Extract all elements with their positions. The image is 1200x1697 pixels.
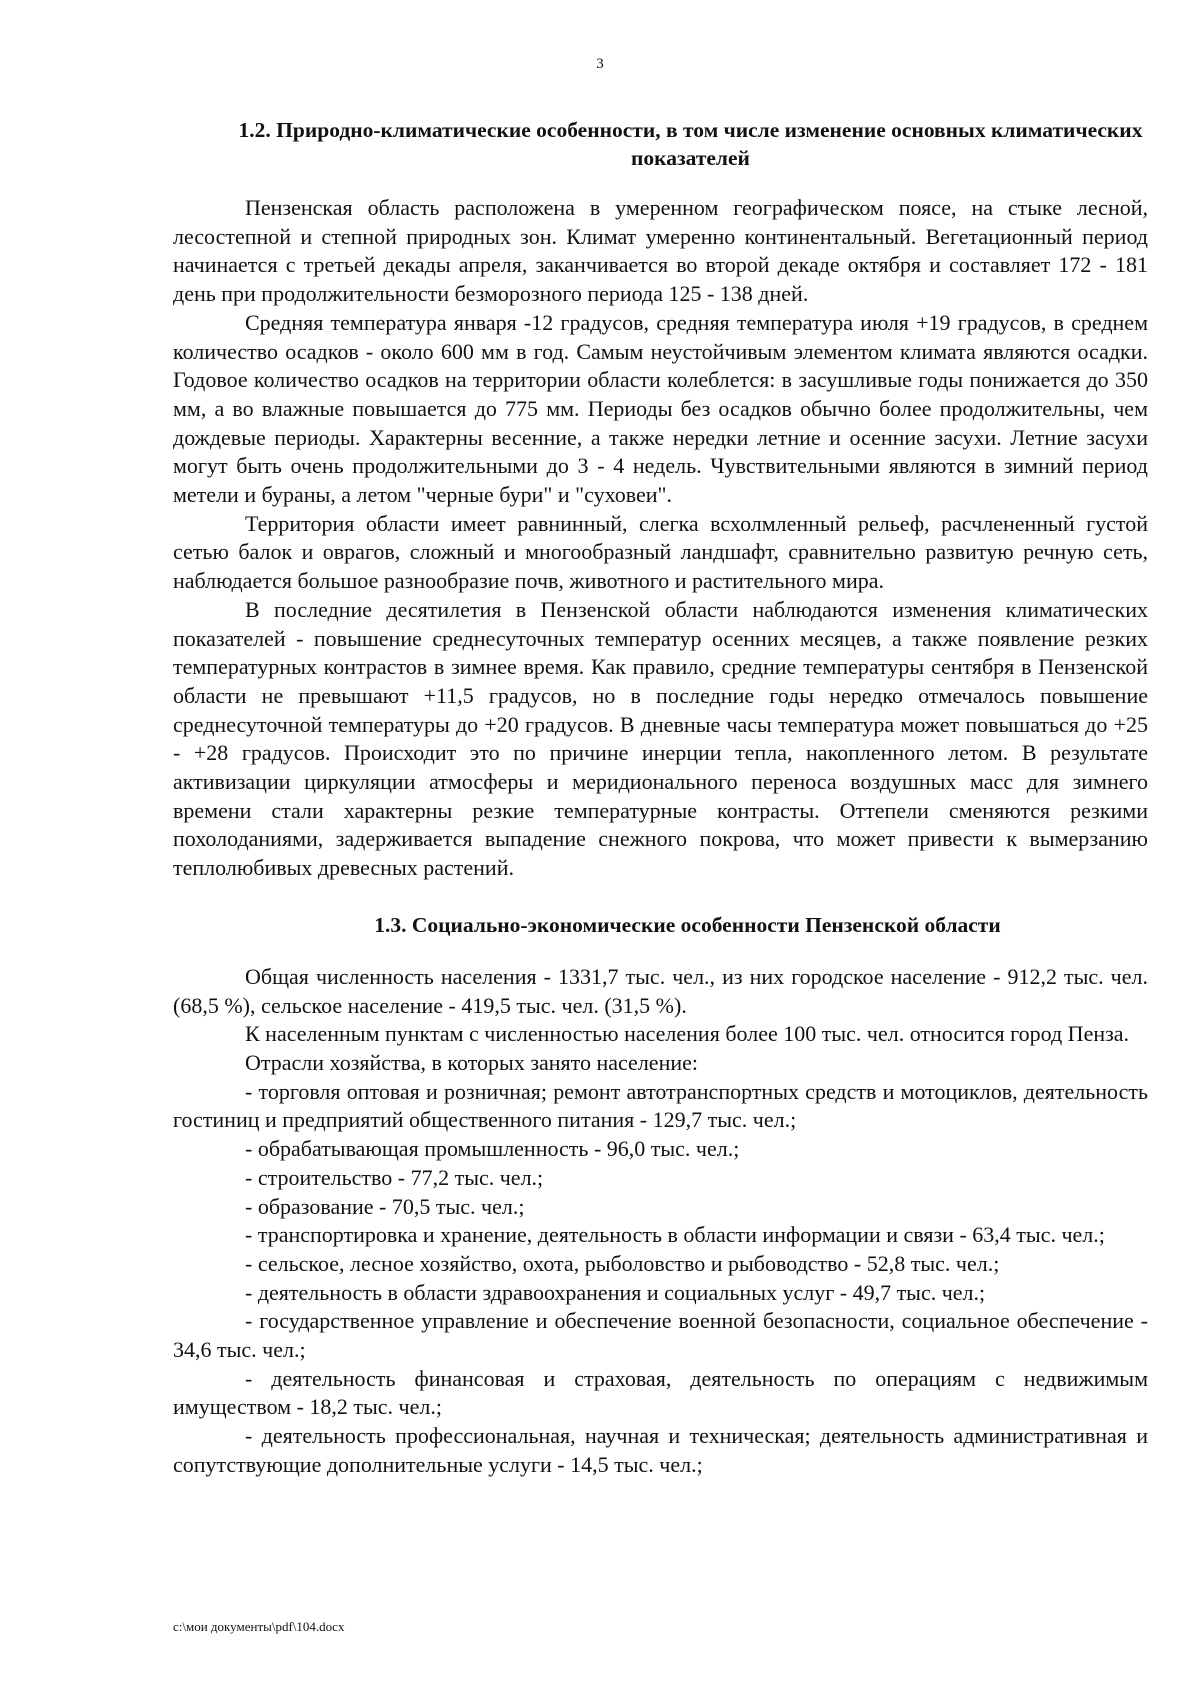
document-body [173, 116, 1148, 1480]
list-item: - транспортировка и хранение, деятельность в области информации и связи - 63,4 тыс. чел.; [245, 1222, 1105, 1248]
list-item: - сельское, лесное хозяйство, охота, рыболовство и рыбоводство - 52,8 тыс. чел.; [245, 1250, 1000, 1276]
sector-list [173, 1078, 1148, 1480]
list-item: - государственное управление и обеспечение военной безопасности, социальное обеспечение - 34,6 тыс. чел.; [173, 1308, 1148, 1363]
footer-file-path: c:\мои документы\pdf\104.docx [173, 1619, 345, 1634]
list-item: - деятельность профессиональная, научная и техническая; деятельность административная и сопутствующие дополнительные услуги - 14,5 тыс. чел.; [173, 1423, 1148, 1477]
list-item: - деятельность финансовая и страховая, деятельность по операциям с недвижимым имуществом - 18,2 тыс. чел.; [173, 1365, 1148, 1420]
list-item: - образование - 70,5 тыс. чел.; [245, 1193, 525, 1219]
paragraph: Пензенская область расположена в умеренном географическом поясе, на стыке лесной, лесостепной и степной природных зон. Климат умеренно континентальный. Вегетационный период начинается с третьей декады апреля, заканчивается во второй декаде октября и составляет 172 - 181 день при продолжительности безморозного периода 125 - 138 дней. [173, 195, 1148, 307]
section-heading-1-2: 1.2. Природно-климатические особенности, в том числе изменение основных климатических показателей [238, 118, 1143, 170]
section-heading-1-3: 1.3. Социально-экономические особенности Пензенской области [374, 912, 1001, 937]
list-item: - обрабатывающая промышленность - 96,0 тыс. чел.; [245, 1136, 740, 1162]
paragraph: Общая численность населения - 1331,7 тыс. чел., из них городское население - 912,2 тыс. чел. (68,5 %), сельское население - 419,5 тыс. чел. (31,5 %). [173, 963, 1148, 1018]
page-number: 3 [596, 56, 604, 72]
paragraph: В последние десятилетия в Пензенской области наблюдаются изменения климатических показателей - повышение среднесуточных температур осенних месяцев, а также появление резких температурных контрастов в зимнее время. Как правило, средние температуры сентября в Пензенской области не превышают +11,5 градусов, но в последние годы нередко отмечалось повышение среднесуточной температуры до +20 градусов. В дневные часы температура может повышаться до +25 - +28 градусов. Происходит это по причине инерции тепла, накопленного летом. В результате активизации циркуляции атмосферы и меридионального переноса воздушных масс для зимнего времени стали характерны резкие температурные контрасты. Оттепели сменяются резкими похолоданиями, задерживается выпадение снежного покрова, что может привести к вымерзанию теплолюбивых древесных растений. [173, 596, 1148, 881]
paragraph: Территория области имеет равнинный, слегка всхолмленный рельеф, расчлененный густой сетью балок и оврагов, сложный и многообразный ландшафт, сравнительно развитую речную сеть, наблюдается большое разнообразие почв, животного и растительного мира. [173, 510, 1148, 594]
list-item: - деятельность в области здравоохранения и социальных услуг - 49,7 тыс. чел.; [245, 1279, 986, 1305]
paragraph: Средняя температура января -12 градусов, средняя температура июля +19 градусов, в среднем количество осадков - около 600 мм в год. Самым неустойчивым элементом климата являются осадки. Годовое количество осадков на территории области колеблется: в засушливые годы понижается до 350 мм, а во влажные повышается до 775 мм. Периоды без осадков обычно более продолжительны, чем дождевые периоды. Характерны весенние, а также нередки летние и осенние засухи. Летние засухи могут быть очень продолжительными до 3 - 4 недель. Чувствительными являются в зимний период метели и бураны, а летом "черные бури" и "суховеи". [173, 309, 1148, 508]
list-item: - торговля оптовая и розничная; ремонт автотранспортных средств и мотоциклов, деятельность гостиниц и предприятий общественного питания - 129,7 тыс. чел.; [173, 1078, 1148, 1133]
paragraph: К населенным пунктам с численностью населения более 100 тыс. чел. относится город Пенза. [245, 1021, 1130, 1047]
paragraph: Отрасли хозяйства, в которых занято население: [245, 1049, 698, 1075]
list-item: - строительство - 77,2 тыс. чел.; [245, 1164, 544, 1190]
